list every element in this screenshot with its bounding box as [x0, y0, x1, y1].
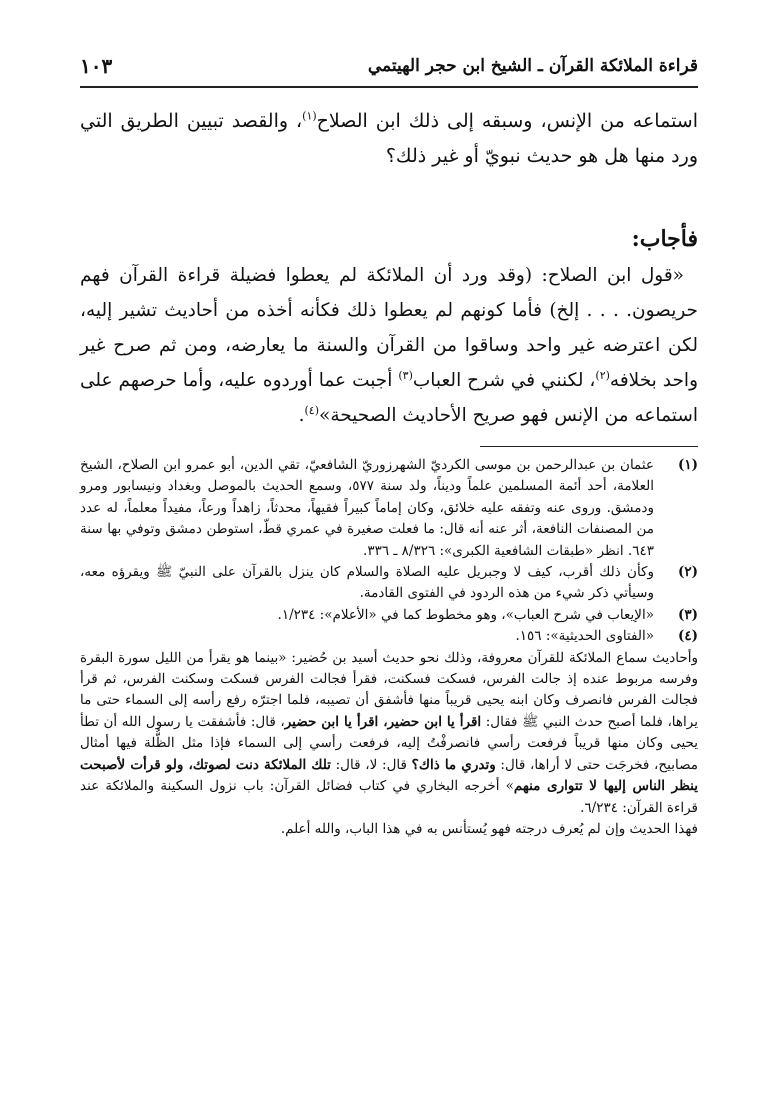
- footnote-item: [80, 605, 698, 626]
- footnote-closing: فهذا الحديث وإن لم يُعرف درجته فهو يُستأنس به في هذا الباب، والله أعلم.: [280, 820, 698, 837]
- footnote-number: (١): [677, 457, 698, 473]
- footnote-separator: [480, 446, 698, 447]
- footnote-text: «الفتاوى الحديثية»: ١٥٦.: [515, 628, 654, 645]
- bold-quote: اقرأ يا ابن حضير، اقرأ يا ابن حضير: [284, 713, 482, 730]
- footnote-item: [80, 562, 698, 605]
- question-text: [80, 104, 698, 174]
- answer-text: [80, 258, 698, 433]
- footnote-item: [80, 455, 698, 562]
- footnote-ref-2[interactable]: (٢): [595, 368, 610, 382]
- footnote-number: (٣): [677, 606, 698, 623]
- footnote-text: وكأن ذلك أقرب، كيف لا وجبريل عليه الصلاة والسلام كان ينزل بالقرآن على النبيّ ﷺ ويقرؤه معه، وسيأتي ذكر شيء من هذه الردود في الفتوى القادمة.: [80, 564, 654, 602]
- footnote-ref-4[interactable]: (٤): [304, 403, 319, 417]
- page-number: ١٠٣: [80, 54, 113, 78]
- running-header: [80, 52, 698, 88]
- footnote-ref-1[interactable]: (١): [302, 109, 317, 123]
- footnote-text: عثمان بن عبدالرحمن بن موسى الكرديّ الشهرزوريّ الشافعيّ، تقي الدين، أبو عمرو ابن الصلاح، الشيخ العلامة، أحد أئمة المسلمين علماً وديناً، ولد سنة ٥٧٧، وسمع الحديث بالموصل وبغداد ونيسابور ومرو ودمشق. وروى عنه وتفقه عليه خلائق، وكان إماماً كبيراً فقيهاً، محدثاً، زاهداً ورعاً، مفيداً معلماً، له عدد من المصنفات النافعة، أثر عنه أنه قال: ما فعلت صغيرة في عمري قطّ، استوطن دمشق وتوفي بها سنة ٦٤٣. انظر «طبقات الشافعية الكبرى»: ٨/٣٢٦ ـ ٣٣٦.: [80, 457, 654, 559]
- running-title: قراءة الملائكة القرآن ـ الشيخ ابن حجر الهيتمي: [367, 56, 698, 76]
- footnote-number: (٢): [677, 564, 698, 581]
- footnote-item: [80, 626, 698, 647]
- answer-paragraph: «قول ابن الصلاح: (وقد ورد أن الملائكة لم يعطوا فضيلة قراءة القرآن فهم حريصون. . . . إلخ) فأما كونهم لم يعطوا ذلك فكأنه أخذه من أحاديث تشير إليه، لكن اعترضه غير واحد وساقوا من القرآن والسنة ما يعارضه، ومن ثم صرح غير واحد بخلافه$^{(٢)}$، لكنني في شرح العباب$^{(٣)}$ أجبت عما أوردوه عليه، وأما حرصهم على استماعه من الإنس فهو صريح الأحاديث الصحيحة»$^{(٤)}$.: [80, 265, 698, 426]
- footnote-continuation: وأحاديث سماع الملائكة للقرآن معروفة، وذلك نحو حديث أسيد بن حُضير: «بينما هو يقرأ من الليل سورة البقرة وفرسه مربوط عنده إذ جالت الفرس، فسكت فسكنت، فقرأ فجالت الفرس فسكت وسكنت الفرس، ثم قرأ فجالت الفرس فانصرف وكان ابنه يحيى قريباً منها فأشفق أن تصيبه، فلما اجترّه رفع رأسه إلى السماء حتى ما يراها، فلما أصبح حدث النبي ﷺ فقال: اقرأ يا ابن حضير، اقرأ يا ابن حضير، قال: فأشفقت يا رسول الله أن تطأ يحيى وكان منها قريباً فرفعت رأسي فانصرفْتُ إليه، فرفعت رأسي إلى السماء فإذا مثل الظُّلة فيها أمثال مصابيح، فخرجَت حتى لا أراها، قال: وتدري ما ذاك؟ قال: لا، قال: تلك الملائكة دنت لصوتك، ولو قرأت لأصبحت ينظر الناس إليها لا تتوارى منهم» أخرجه البخاري في كتاب فضائل القرآن: باب نزول السكينة والملائكة عند قراءة القرآن: ٦/٢٣٤.: [80, 649, 699, 816]
- bold-quote: وتدري ما ذاك؟: [411, 756, 496, 773]
- question-paragraph: استماعه من الإنس، وسبقه إلى ذلك ابن الصلاح$^{(١)}$، والقصد تبيين الطريق التي ورد منها هل هو حديث نبويّ أو غير ذلك؟: [80, 109, 698, 167]
- footnote-number: (٤): [677, 628, 698, 645]
- footnote-text: «الإيعاب في شرح العباب»، وهو مخطوط كما في «الأعلام»: ١/٢٣٤.: [277, 606, 654, 623]
- answer-heading: فأجاب:: [631, 226, 698, 252]
- bold-quote: تلك الملائكة دنت لصوتك، ولو قرأت لأصبحت ينظر الناس إليها لا تتوارى منهم: [80, 756, 698, 795]
- footnotes: [80, 455, 698, 840]
- footnote-ref-3[interactable]: (٣): [398, 368, 413, 382]
